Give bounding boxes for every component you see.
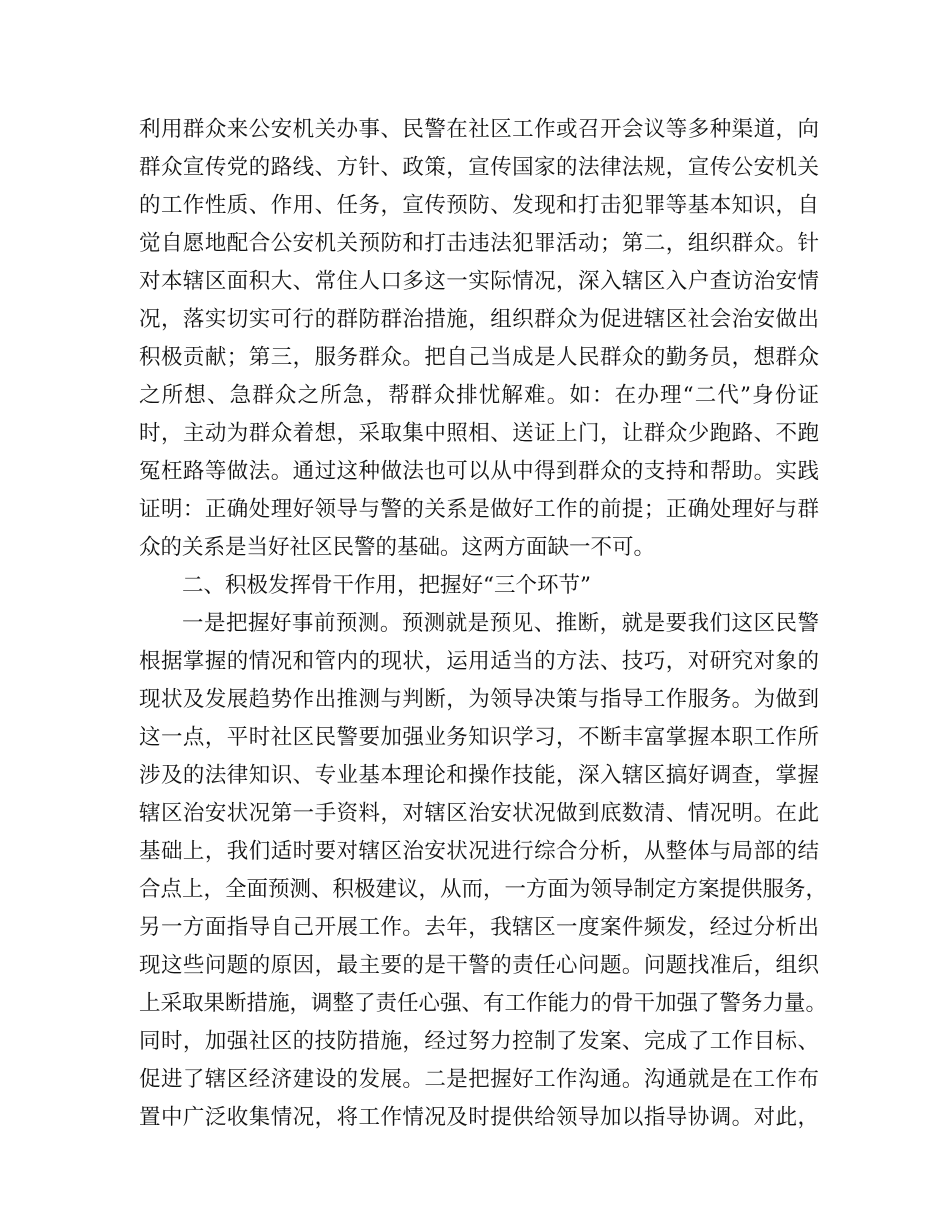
paragraph-line: 现状及发展趋势作出推测与判断，为领导决策与指导工作服务。为做到 xyxy=(139,687,819,712)
paragraph-line: 基础上，我们适时要对辖区治安状况进行综合分析，从整体与局部的结 xyxy=(139,839,819,864)
paragraph-line: 现这些问题的原因，最主要的是干警的责任心问题。问题找准后，组织 xyxy=(139,953,819,978)
paragraph-line: 促进了辖区经济建设的发展。二是把握好工作沟通。沟通就是在工作布 xyxy=(139,1067,819,1092)
paragraph-line: 证明：正确处理好领导与警的关系是做好工作的前提；正确处理好与群 xyxy=(139,497,819,522)
paragraph-line: 辖区治安状况第一手资料，对辖区治安状况做到底数清、情况明。在此 xyxy=(139,801,819,826)
paragraph-line: 之所想、急群众之所急，帮群众排忧解难。如：在办理“二代”身份证 xyxy=(139,383,819,408)
paragraph-line: 觉自愿地配合公安机关预防和打击违法犯罪活动；第二，组织群众。针 xyxy=(139,231,819,256)
paragraph-line: 这一点，平时社区民警要加强业务知识学习，不断丰富掌握本职工作所 xyxy=(139,725,819,750)
paragraph-line: 利用群众来公安机关办事、民警在社区工作或召开会议等多种渠道，向 xyxy=(139,117,819,142)
paragraph-line: 合点上，全面预测、积极建议，从而，一方面为领导制定方案提供服务， xyxy=(139,877,828,902)
section-heading: 二、积极发挥骨干作用，把握好“三个环节” xyxy=(182,573,591,598)
paragraph-line: 同时，加强社区的技防措施，经过努力控制了发案、完成了工作目标、 xyxy=(139,1029,819,1054)
paragraph-line: 况，落实切实可行的群防群治措施，组织群众为促进辖区社会治安做出 xyxy=(139,307,819,332)
paragraph-line: 置中广泛收集情况，将工作情况及时提供给领导加以指导协调。对此， xyxy=(139,1105,819,1130)
paragraph-line: 的工作性质、作用、任务，宣传预防、发现和打击犯罪等基本知识，自 xyxy=(139,193,819,218)
paragraph-line: 上采取果断措施，调整了责任心强、有工作能力的骨干加强了警务力量。 xyxy=(139,991,828,1016)
paragraph-line: 另一方面指导自己开展工作。去年，我辖区一度案件频发，经过分析出 xyxy=(139,915,819,940)
paragraph-line: 时，主动为群众着想，采取集中照相、送证上门，让群众少跑路、不跑 xyxy=(139,421,819,446)
paragraph-line: 众的关系是当好社区民警的基础。这两方面缺一不可。 xyxy=(139,535,656,560)
paragraph-line: 一是把握好事前预测。预测就是预见、推断，就是要我们这区民警 xyxy=(182,611,819,636)
paragraph-line: 积极贡献；第三，服务群众。把自己当成是人民群众的勤务员，想群众 xyxy=(139,345,819,370)
paragraph-line: 对本辖区面积大、常住人口多这一实际情况，深入辖区入户查访治安情 xyxy=(139,269,819,294)
paragraph-line: 根据掌握的情况和管内的现状，运用适当的方法、技巧，对研究对象的 xyxy=(139,649,819,674)
paragraph-line: 冤枉路等做法。通过这种做法也可以从中得到群众的支持和帮助。实践 xyxy=(139,459,819,484)
paragraph-line: 群众宣传党的路线、方针、政策，宣传国家的法律法规，宣传公安机关 xyxy=(139,155,819,180)
paragraph-line: 涉及的法律知识、专业基本理论和操作技能，深入辖区搞好调查，掌握 xyxy=(139,763,819,788)
